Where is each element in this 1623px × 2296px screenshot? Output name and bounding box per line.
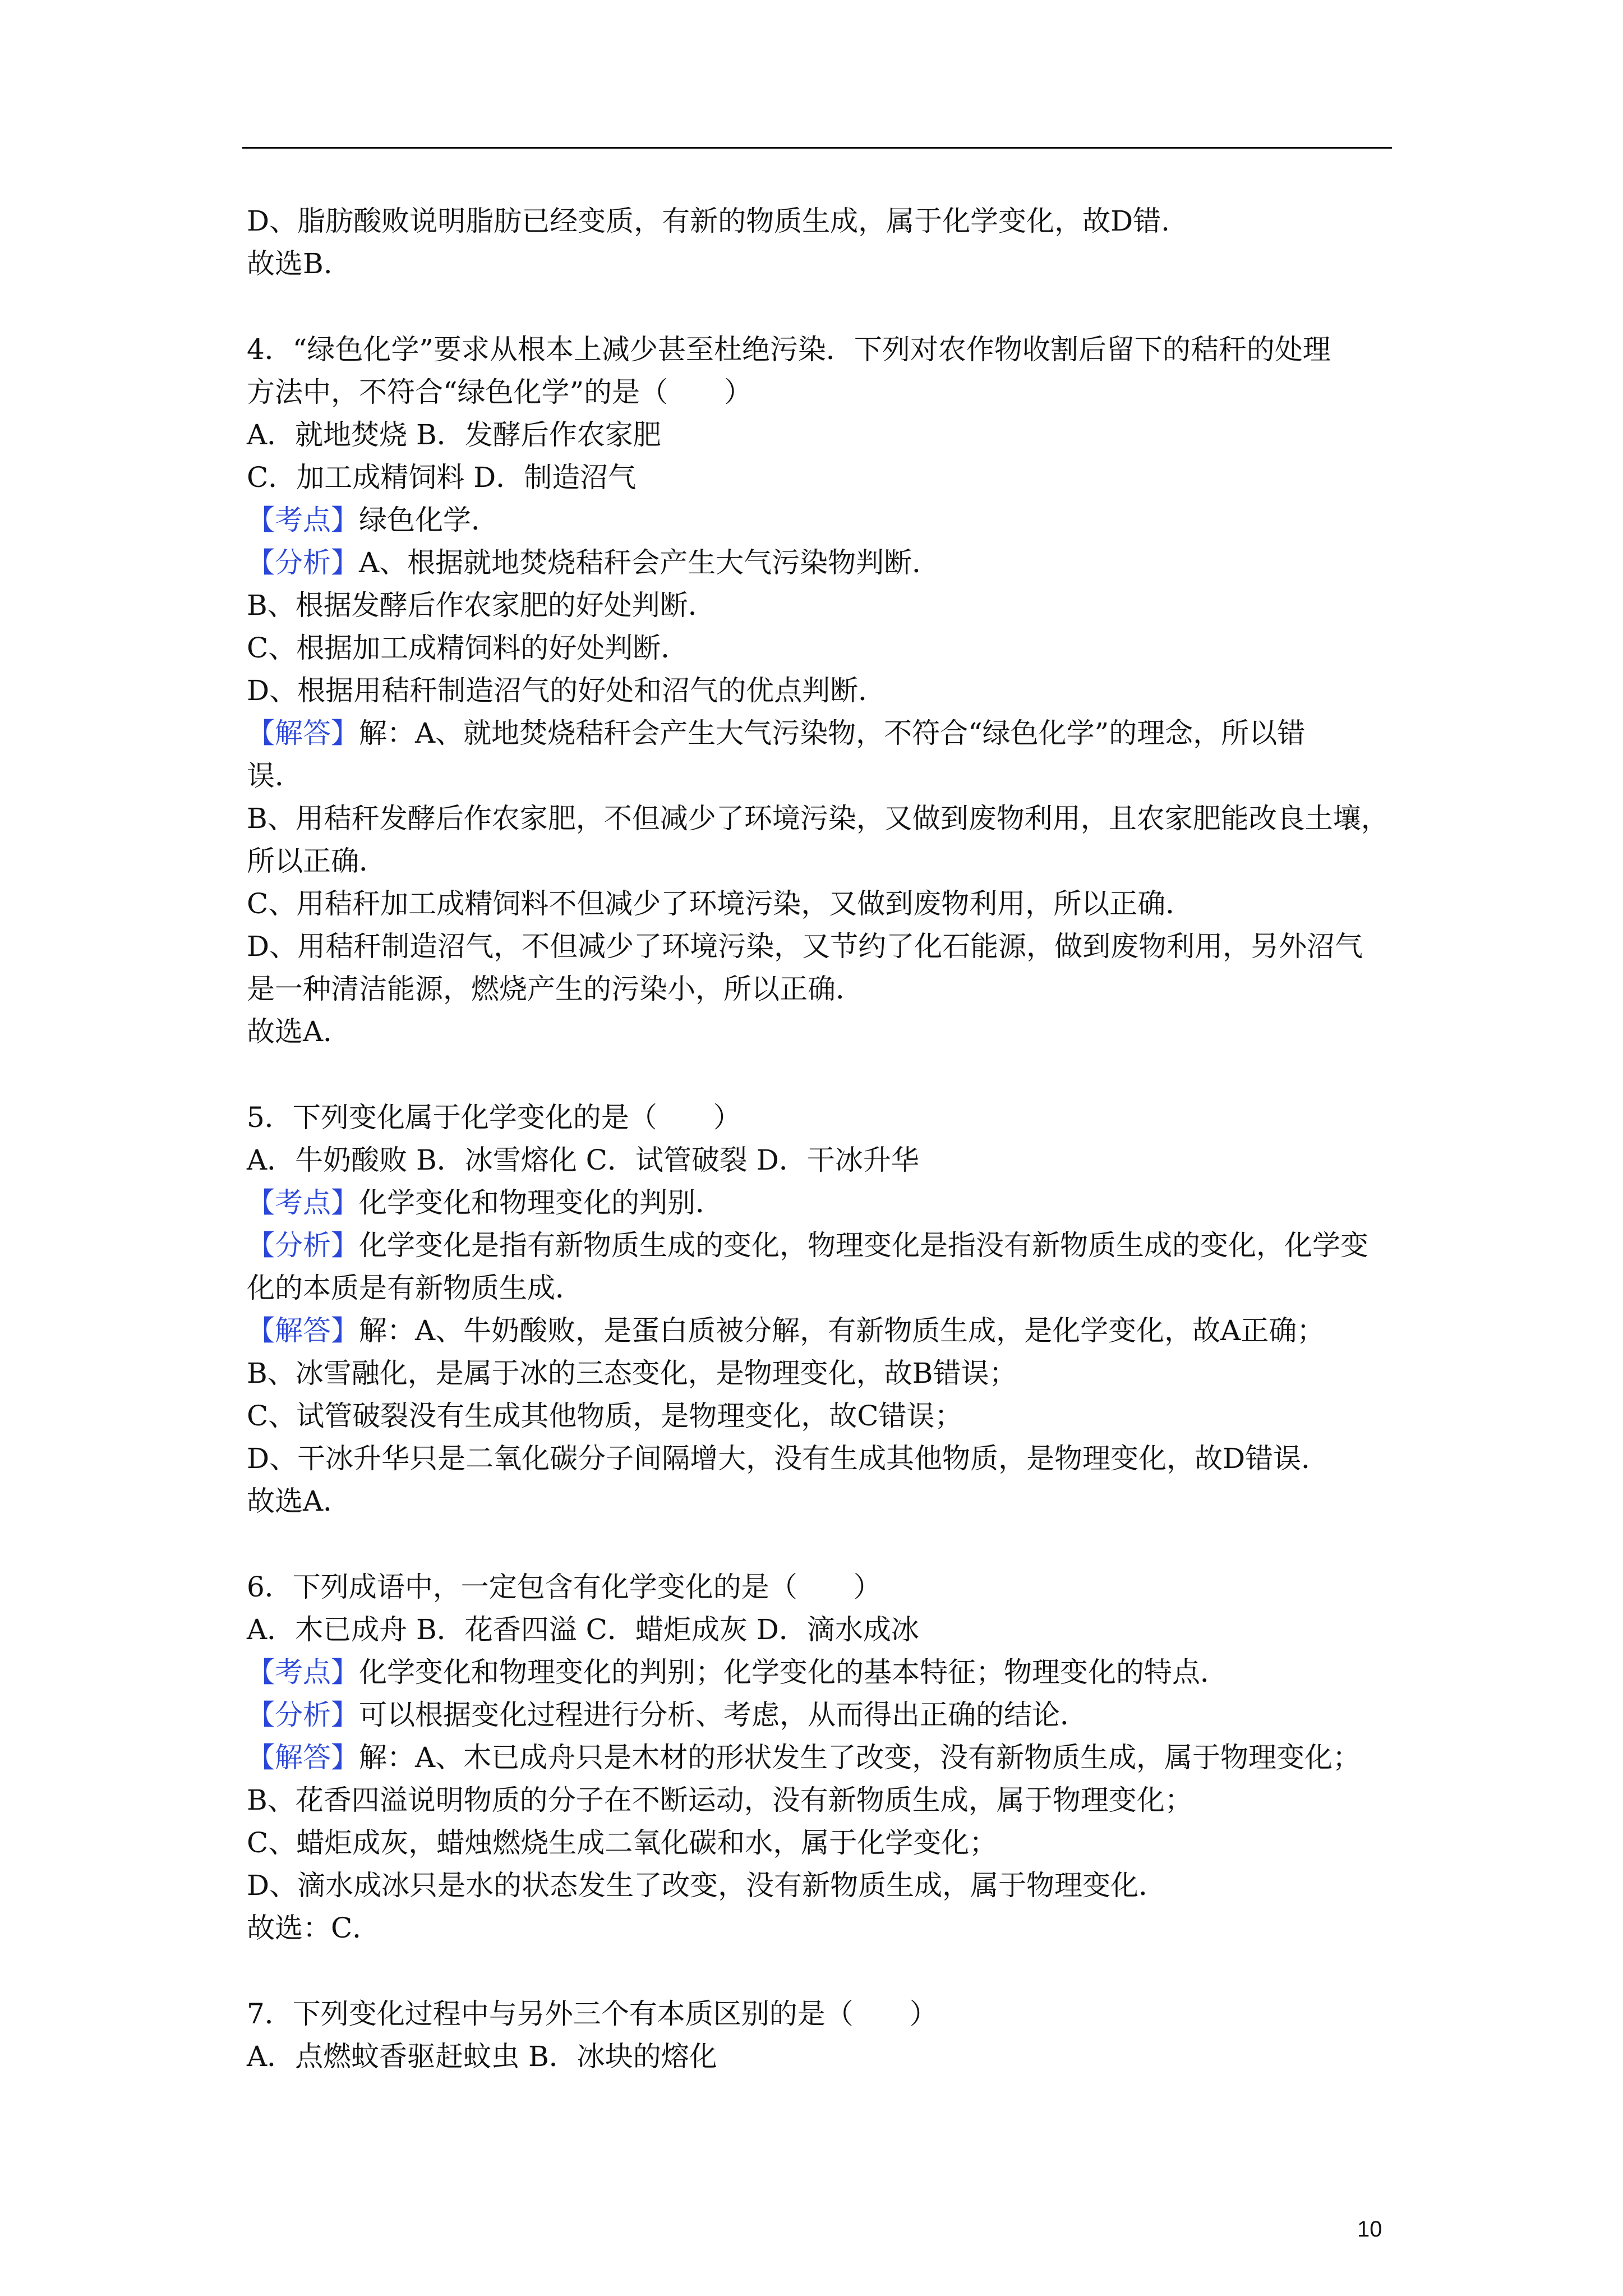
text-line: 化的本质是有新物质生成．	[247, 1272, 583, 1304]
answer-line: 故选：C．	[247, 1912, 381, 1944]
kaodian-text: 化学变化和物理变化的判别．	[359, 1186, 723, 1219]
question-4-fenxi	[247, 541, 940, 584]
text-line: B、花香四溢说明物质的分子在不断运动，没有新物质生成，属于物理变化；	[247, 1784, 1193, 1816]
text-line: D、用秸秆制造沼气，不但减少了环境污染，又节约了化石能源，做到废物利用，另外沼气	[247, 930, 1363, 963]
answer-line: 故选A．	[247, 1485, 352, 1517]
text-line: D、根据用秸秆制造沼气的好处和沼气的优点判断．	[247, 674, 887, 707]
jieda-label: 【解答】	[247, 1314, 359, 1347]
question-6-options: A．木已成舟 B．花香四溢 C．蜡炬成灰 D．滴水成冰	[247, 1613, 919, 1646]
question-4-options: C．加工成精饲料 D．制造沼气	[247, 461, 637, 494]
question-7-options: A．点燃蚊香驱赶蚊虫 B．冰块的熔化	[247, 2040, 717, 2073]
question-5-stem: 5．下列变化属于化学变化的是（ ）	[247, 1101, 741, 1134]
text-line: B、用秸秆发酵后作农家肥，不但减少了环境污染，又做到废物利用，且农家肥能改良土壤，	[247, 802, 1389, 835]
question-4-stem: 4．“绿色化学”要求从根本上减少甚至杜绝污染．下列对农作物收割后留下的秸秆的处理	[247, 333, 1331, 366]
header-rule	[242, 147, 1392, 149]
kaodian-text: 化学变化和物理变化的判别；化学变化的基本特征；物理变化的特点．	[359, 1656, 1228, 1688]
question-6-jieda	[247, 1736, 1361, 1779]
answer-line: 故选B.	[247, 247, 333, 280]
text-line: C、蜡炬成灰，蜡烛燃烧生成二氧化碳和水，属于化学变化；	[247, 1826, 998, 1859]
fenxi-label: 【分析】	[247, 1229, 359, 1262]
jieda-label: 【解答】	[247, 717, 359, 749]
question-5-kaodian	[247, 1181, 723, 1224]
question-4-kaodian	[247, 499, 499, 541]
page-number: 10	[1357, 2217, 1382, 2242]
question-4-jieda	[247, 712, 1305, 754]
text-line: 是一种清洁能源，燃烧产生的污染小，所以正确．	[247, 973, 864, 1005]
question-5-options: A．牛奶酸败 B．冰雪熔化 C．试管破裂 D．干冰升华	[247, 1144, 919, 1176]
question-5-jieda	[247, 1309, 1325, 1352]
fenxi-text: 可以根据变化过程进行分析、考虑，从而得出正确的结论．	[359, 1699, 1088, 1731]
question-4-options: A．就地焚烧 B．发酵后作农家肥	[247, 418, 661, 451]
question-5-fenxi	[247, 1224, 1368, 1267]
kaodian-text: 绿色化学．	[359, 504, 499, 536]
question-6-kaodian	[247, 1651, 1228, 1694]
question-4-stem-cont: 方法中，不符合“绿色化学”的是（ ）	[247, 376, 753, 408]
text-line: C、根据加工成精饲料的好处判断．	[247, 632, 689, 664]
text-line: D、干冰升华只是二氧化碳分子间隔增大，没有生成其他物质，是物理变化，故D错误．	[247, 1442, 1330, 1475]
kaodian-label: 【考点】	[247, 1186, 359, 1219]
text-line: B、根据发酵后作农家肥的好处判断．	[247, 589, 716, 622]
text-line: 所以正确．	[247, 845, 387, 877]
jieda-label: 【解答】	[247, 1741, 359, 1774]
text-line: 误．	[247, 760, 303, 792]
fenxi-label: 【分析】	[247, 1699, 359, 1731]
jieda-text: 解：A、牛奶酸败，是蛋白质被分解，有新物质生成，是化学变化，故A正确；	[359, 1314, 1325, 1347]
question-6-stem: 6．下列成语中，一定包含有化学变化的是（ ）	[247, 1571, 882, 1603]
text-line: B、冰雪融化，是属于冰的三态变化，是物理变化，故B错误；	[247, 1357, 1017, 1389]
fenxi-text: A、根据就地焚烧秸秆会产生大气污染物判断．	[359, 546, 940, 579]
answer-line: 故选A．	[247, 1015, 352, 1048]
kaodian-label: 【考点】	[247, 504, 359, 536]
jieda-text: 解：A、就地焚烧秸秆会产生大气污染物，不符合“绿色化学”的理念，所以错	[359, 717, 1306, 749]
jieda-text: 解：A、木已成舟只是木材的形状发生了改变，没有新物质生成，属于物理变化；	[359, 1741, 1361, 1774]
text-line: C、用秸秆加工成精饲料不但减少了环境污染，又做到废物利用，所以正确．	[247, 887, 1194, 920]
text-line: D、脂肪酸败说明脂肪已经变质，有新的物质生成，属于化学变化，故D错.	[247, 205, 1170, 237]
question-6-fenxi	[247, 1694, 1088, 1736]
fenxi-text: 化学变化是指有新物质生成的变化，物理变化是指没有新物质生成的变化，化学变	[359, 1229, 1368, 1262]
kaodian-label: 【考点】	[247, 1656, 359, 1688]
question-7-stem: 7．下列变化过程中与另外三个有本质区别的是（ ）	[247, 1998, 938, 2030]
fenxi-label: 【分析】	[247, 546, 359, 579]
text-line: C、试管破裂没有生成其他物质，是物理变化，故C错误；	[247, 1400, 963, 1432]
text-line: D、滴水成冰只是水的状态发生了改变，没有新物质生成，属于物理变化．	[247, 1869, 1167, 1902]
